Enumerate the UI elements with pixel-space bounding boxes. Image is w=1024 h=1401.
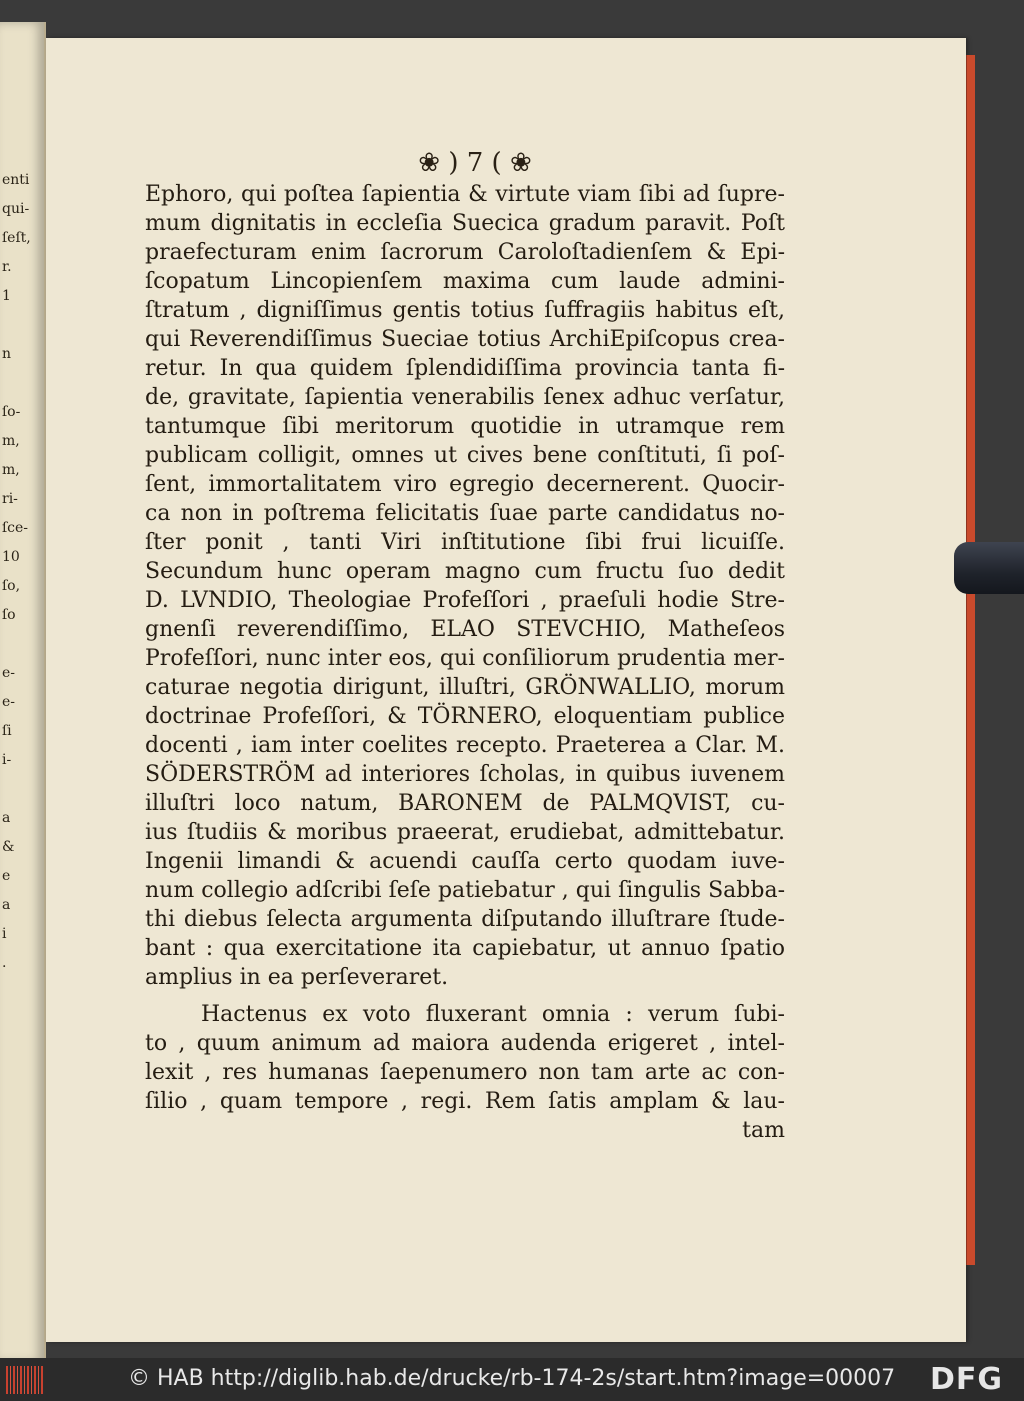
prev-page-fragment: ſo xyxy=(2,607,16,623)
prev-page-fragment: m, xyxy=(2,433,20,449)
text-line: num collegio adſcribi ſeſe patiebatur , qui ſingulis Sabba- xyxy=(145,878,785,903)
text-line: ſcopatum Lincopienſem maxima cum laude admini- xyxy=(145,269,785,294)
prev-page-fragment: ſce- xyxy=(2,520,29,536)
text-line: ſter ponit , tanti Viri inſtitutione ſibi frui licuiſſe. xyxy=(145,530,785,555)
text-line: Profeſſori, nunc inter eos, qui conſiliorum prudentia mer- xyxy=(145,646,785,671)
text-line: caturae negotia dirigunt, illuſtri, GRÖNWALLIO, morum xyxy=(145,675,785,700)
text-line: Ephoro, qui poſtea ſapientia & virtute viam ſibi ad ſupre- xyxy=(145,182,785,207)
prev-page-fragment: r. xyxy=(2,259,12,275)
prev-page-fragment: m, xyxy=(2,462,20,478)
text-line: ca non in poſtrema felicitatis ſuae parte candidatus no- xyxy=(145,501,785,526)
text-line: doctrinae Profeſſori, & TÖRNERO, eloquentiam publice xyxy=(145,704,785,729)
prev-page-fragment: & xyxy=(2,839,15,855)
prev-page-fragment: e- xyxy=(2,694,16,710)
barcode-icon xyxy=(6,1366,44,1394)
prev-page-fragment: qui- xyxy=(2,201,30,217)
text-line: ius ſtudiis & moribus praeerat, erudiebat, admittebatur. xyxy=(145,820,785,845)
page-text xyxy=(145,180,785,1145)
text-line: bant : qua exercitatione ita capiebatur, ut annuo ſpatio xyxy=(145,936,785,961)
text-line: amplius in ea perſeveraret. xyxy=(145,965,449,990)
text-line: Ingenii limandi & acuendi cauſſa certo quodam iuve- xyxy=(145,849,785,874)
prev-page-fragment: a xyxy=(2,897,11,913)
prev-page-fragment: enti xyxy=(2,172,30,188)
prev-page-fragment: e xyxy=(2,868,11,884)
previous-page-edge xyxy=(0,22,46,1358)
prev-page-fragment: ſo- xyxy=(2,404,21,420)
prev-page-fragment: a xyxy=(2,810,11,826)
text-line: retur. In qua quidem ſplendidiſſima provincia tanta fi- xyxy=(145,356,785,381)
prev-page-fragment: 10 xyxy=(2,549,20,565)
prev-page-fragment: n xyxy=(2,346,12,362)
text-line: SÖDERSTRÖM ad interiores ſcholas, in quibus iuvenem xyxy=(145,762,785,787)
text-line: tantumque ſibi meritorum quotidie in utramque rem xyxy=(145,414,785,439)
text-line: D. LVNDIO, Theologiae Profeſſori , praeſuli hodie Stre- xyxy=(145,588,785,613)
prev-page-fragment: ſeſt, xyxy=(2,230,31,246)
text-line: lexit , res humanas ſaepenumero non tam arte ac con- xyxy=(145,1060,785,1085)
footer-bar xyxy=(0,1358,1024,1401)
prev-page-fragment: ri- xyxy=(2,491,18,507)
text-line: Hactenus ex voto fluxerant omnia : verum ſubi- xyxy=(201,1002,785,1027)
prev-page-fragment: ſi xyxy=(2,723,12,739)
prev-page-fragment: i xyxy=(2,926,7,942)
paragraph-gap xyxy=(145,992,785,1000)
text-line: ſent, immortalitatem viro egregio decernerent. Quocir- xyxy=(145,472,785,497)
page-number-header: ❀ ) 7 ( ❀ xyxy=(418,148,532,178)
page-red-edge xyxy=(966,55,975,1265)
text-line: to , quum animum ad maiora audenda erigeret , intel- xyxy=(145,1031,785,1056)
catchword: tam xyxy=(742,1118,785,1143)
text-line: docenti , iam inter coelites recepto. Praeterea a Clar. M. xyxy=(145,733,785,758)
dfg-logo: DFG xyxy=(930,1362,1004,1397)
text-line: mum dignitatis in eccleſia Suecica gradum paravit. Poſt xyxy=(145,211,785,236)
text-line: illuſtri loco natum, BARONEM de PALMQVIST, cu- xyxy=(145,791,785,816)
prev-page-fragment: ſo, xyxy=(2,578,21,594)
text-line: qui Reverendiſſimus Sueciae totius ArchiEpiſcopus crea- xyxy=(145,327,785,352)
text-line: praefecturam enim ſacrorum Caroloſtadienſem & Epi- xyxy=(145,240,785,265)
prev-page-fragment: . xyxy=(2,955,7,971)
citation-link[interactable]: © HAB http://diglib.hab.de/drucke/rb-174-2s/start.htm?image=00007 xyxy=(128,1366,896,1391)
page-clip xyxy=(954,542,1024,594)
text-line: gnenſi reverendiſſimo, ELAO STEVCHIO, Matheſeos xyxy=(145,617,785,642)
text-line: de, gravitate, ſapientia venerabilis ſenex adhuc verſatur, xyxy=(145,385,785,410)
text-line: Secundum hunc operam magno cum fructu ſuo dedit xyxy=(145,559,785,584)
prev-page-fragment: 1 xyxy=(2,288,11,304)
text-line: ſtratum , digniſſimus gentis totius ſuffragiis habitus eſt, xyxy=(145,298,785,323)
text-line: ſilio , quam tempore , regi. Rem ſatis amplam & lau- xyxy=(145,1089,785,1114)
text-line: thi diebus ſelecta argumenta diſputando illuſtrare ſtude- xyxy=(145,907,785,932)
prev-page-fragment: e- xyxy=(2,665,16,681)
text-line: publicam colligit, omnes ut cives bene conſtituti, ſi poſ- xyxy=(145,443,785,468)
prev-page-fragment: i- xyxy=(2,752,12,768)
